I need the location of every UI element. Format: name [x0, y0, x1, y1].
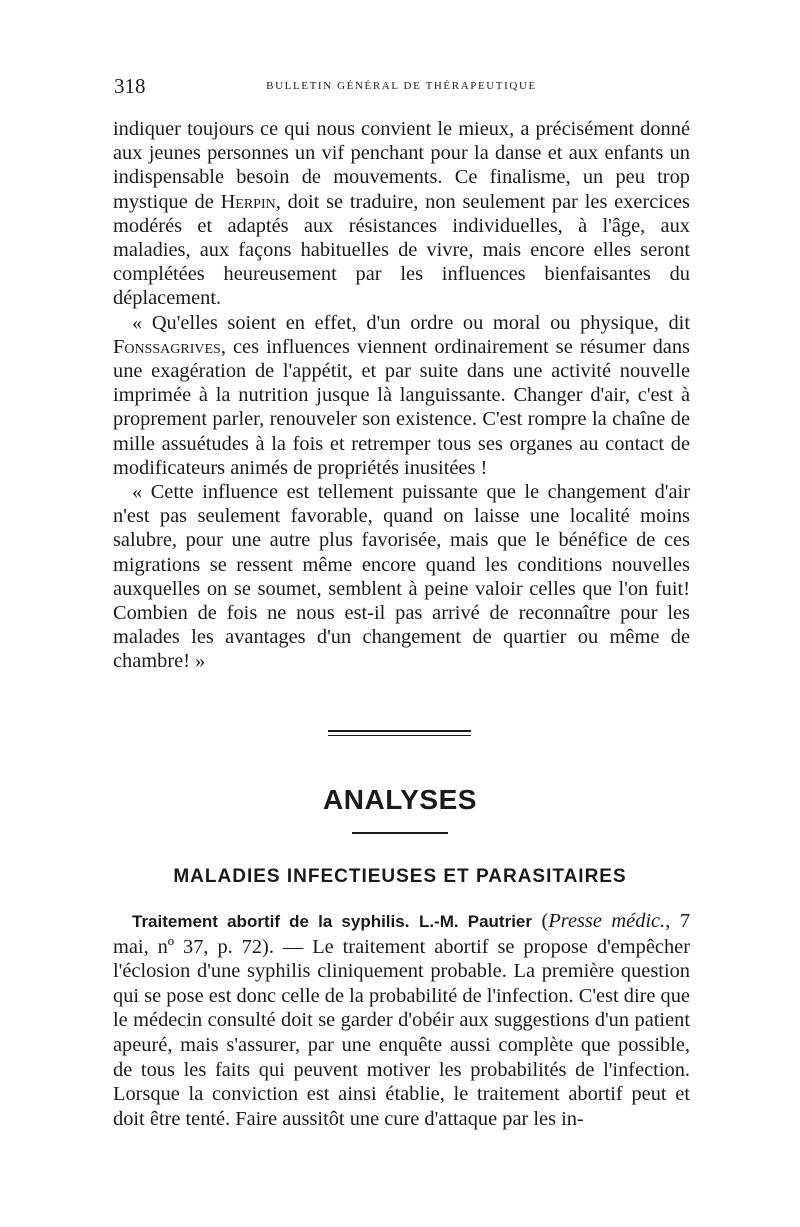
page-number: 318	[114, 74, 146, 98]
running-title: BULLETIN GÉNÉRAL DE THÉRAPEUTIQUE	[266, 80, 537, 92]
article-paragraph	[113, 909, 690, 1131]
paragraph-1-rest: , doit se traduire, non seulement par les exercices modérés et adaptés aux résistances individuelles, à l'âge, aux maladies, aux façons habituelles de vivre, mais encore elles seront complétées heureusement par les influences bienfaisantes du déplacement.	[113, 190, 690, 310]
paragraph-1	[113, 117, 690, 311]
paragraph-1-text: indiquer toujours ce qui nous convient le mieux, a précisément donné aux jeunes personnes un vif penchant pour la danse et aux enfants un indispensable besoin de mouvements. Ce finalisme, un peu trop mystique de	[113, 118, 690, 213]
section-title: ANALYSES	[323, 784, 477, 815]
article-entry	[113, 909, 690, 1131]
body-text	[113, 117, 690, 674]
author-name-herpin: Herpin	[220, 190, 276, 213]
page-header	[114, 74, 689, 102]
author-name-fonssagrives: Fonssagrives	[113, 335, 221, 358]
article-author: L.-M. Pautrier	[418, 912, 532, 931]
paragraph-2-rest: , ces influences viennent ordinairement se résumer dans une exagération de l'appétit, et par suite dans une activité nouvelle imprimée à la nutrition jusque là languissante. Changer d'air, c'est à proprement parler, renouveler son existence. C'est rompre la chaîne de mille assuétudes à la fois et retremper tous ses organes au contact de modificateurs animés de propriétés inusitées !	[113, 335, 690, 479]
paragraph-3: « Cette influence est tellement puissante que le changement d'air n'est pas seulement favorable, quand on laisse une localité moins salubre, pour une autre plus favorisée, mais que le bénéfice de ces migrations se ressent même encore quand les conditions nouvelles auxquelles on se soumet, semblent à peine valoir celles que l'on fuit! Combien de fois ne nous est-il pas arrivé de reconnaître pour les malades les avantages d'un changement de quartier ou même de chambre! »	[113, 481, 690, 673]
paragraph-2-start: « Qu'elles soient en effet, d'un ordre ou moral ou physique, dit	[132, 311, 690, 334]
citation-open: (	[532, 910, 549, 932]
article-title: Traitement abortif de la syphilis.	[132, 912, 410, 931]
article-journal: Presse médic.	[548, 910, 666, 932]
subsection-title: MALADIES INFECTIEUSES ET PARASITAIRES	[173, 866, 627, 887]
paragraph-2	[113, 311, 690, 480]
article-text: Le traitement abortif se propose d'empêcher l'éclosion d'une syphilis cliniquement probable. La première question qui se pose est donc celle de la probabilité de l'infection. C'est dire que le médecin consulté doit se garder d'obéir aux suggestions d'un patient apeuré, mais s'assurer, par une enquête aussi complète que possible, de tous les faits qui peuvent motiver les probabilités de l'infection. Lorsque la conviction est ainsi établie, le traitement abortif peut et doit être tenté. Faire aussitôt une cure d'attaque par les in-	[113, 935, 690, 1130]
section-title-underline	[352, 832, 448, 834]
citation-details: , 7 mai, nº 37, p. 72). —	[113, 910, 691, 958]
section-divider	[328, 730, 471, 736]
